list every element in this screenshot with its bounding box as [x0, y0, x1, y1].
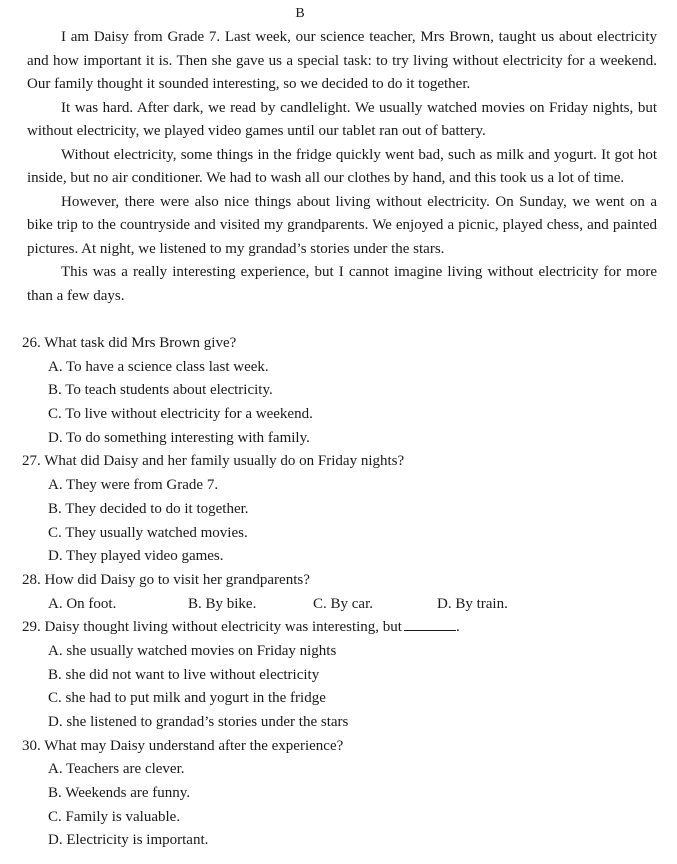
question-stem: [22, 450, 662, 474]
option-c[interactable]: C. Family is valuable.: [48, 808, 181, 825]
options-list: [22, 640, 662, 735]
option-d[interactable]: D. To do something interesting with family.: [48, 429, 310, 446]
option-a[interactable]: A. she usually watched movies on Friday nights: [48, 642, 337, 659]
option-b[interactable]: B. By bike.: [188, 595, 257, 612]
option-d[interactable]: D. By train.: [437, 595, 508, 612]
answer-blank[interactable]: [404, 618, 456, 631]
question-number: 29.: [22, 619, 41, 636]
passage-paragraph: However, there were also nice things about living without electricity. On Sunday, we went on a bike trip to the countryside and visited my grandparents. We enjoyed a picnic, played chess, and painted pictures. At night, we listened to my grandad’s stories under the stars.: [27, 193, 657, 257]
option-b[interactable]: B. They decided to do it together.: [48, 500, 249, 517]
option-a[interactable]: A. To have a science class last week.: [48, 358, 269, 375]
option-d[interactable]: D. They played video games.: [48, 548, 224, 565]
option-b[interactable]: B. she did not want to live without electricity: [48, 666, 320, 683]
options-list: [22, 758, 662, 853]
question-28: [22, 569, 662, 616]
question-stem: [22, 616, 662, 640]
option-d[interactable]: D. Electricity is important.: [48, 832, 209, 849]
question-26: [22, 332, 662, 450]
question-list: [22, 332, 662, 853]
question-27: [22, 450, 662, 568]
option-c[interactable]: C. By car.: [313, 595, 373, 612]
reading-passage: [27, 26, 657, 308]
option-a[interactable]: A. They were from Grade 7.: [48, 477, 219, 494]
question-text: What may Daisy understand after the experience?: [44, 737, 344, 754]
question-text: What task did Mrs Brown give?: [44, 335, 237, 351]
question-text: How did Daisy go to visit her grandparents?: [44, 571, 310, 588]
section-heading: B: [295, 6, 305, 21]
question-30: [22, 735, 662, 853]
question-stem: [22, 332, 662, 356]
question-number: 30.: [22, 737, 41, 754]
option-c[interactable]: C. To live without electricity for a weekend.: [48, 406, 313, 423]
question-stem: [22, 569, 662, 593]
question-text-end: .: [455, 619, 460, 636]
option-d[interactable]: D. she listened to grandad’s stories under the stars: [48, 714, 349, 730]
passage-paragraph: It was hard. After dark, we read by candlelight. We usually watched movies on Friday nights, but without electricity, we played video games until our tablet ran out of battery.: [27, 99, 657, 139]
question-stem: [22, 735, 662, 759]
question-number: 28.: [22, 571, 41, 588]
question-29: [22, 616, 662, 734]
question-number: 27.: [22, 453, 41, 470]
options-list: [22, 474, 662, 569]
option-c[interactable]: C. They usually watched movies.: [48, 524, 248, 541]
passage-paragraph: Without electricity, some things in the fridge quickly went bad, such as milk and yogurt. It got hot inside, but no air conditioner. We had to wash all our clothes by hand, and this took us a lot of time.: [27, 146, 657, 186]
question-text: Daisy thought living without electricity was interesting, but: [44, 619, 402, 636]
passage-paragraph: I am Daisy from Grade 7. Last week, our science teacher, Mrs Brown, taught us about electricity and how important it is. Then she gave us a special task: to try living without electricity for a weekend. Our family thought it sounded interesting, so we decided to do it together.: [27, 29, 657, 92]
options-row: [22, 593, 662, 617]
passage-paragraph: This was a really interesting experience, but I cannot imagine living without electricity for more than a few days.: [27, 264, 657, 304]
question-text: What did Daisy and her family usually do on Friday nights?: [44, 453, 405, 470]
question-number: 26.: [22, 335, 41, 351]
option-b[interactable]: B. Weekends are funny.: [48, 785, 191, 802]
option-a[interactable]: A. On foot.: [48, 595, 117, 612]
option-a[interactable]: A. Teachers are clever.: [48, 761, 185, 778]
option-b[interactable]: B. To teach students about electricity.: [48, 382, 273, 399]
option-c[interactable]: C. she had to put milk and yogurt in the fridge: [48, 690, 326, 707]
options-list: [22, 356, 662, 451]
